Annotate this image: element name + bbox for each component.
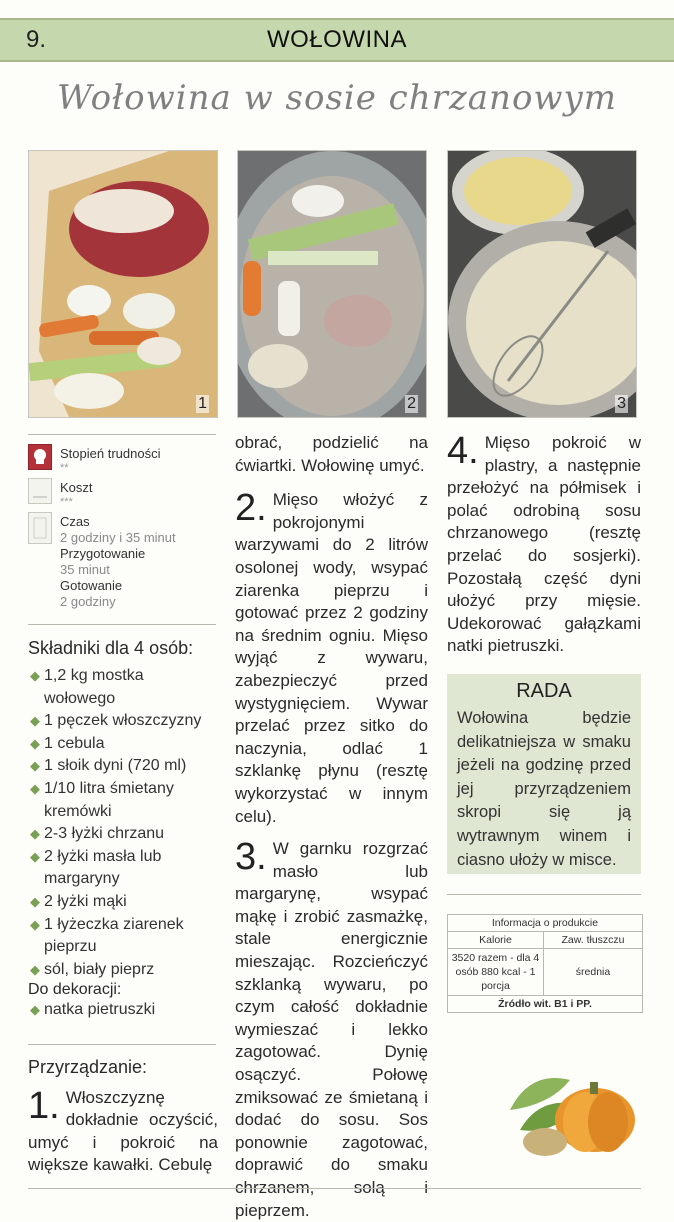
- tip-box: [447, 674, 641, 874]
- step-3: [235, 838, 428, 1222]
- photo-number: 1: [198, 395, 207, 412]
- ingredient-item: ◆ sól, biały pieprz: [30, 960, 155, 978]
- cost-label: Koszt: [60, 480, 93, 495]
- ingredients-list: [28, 665, 218, 981]
- photo-ingredients-image: [29, 151, 217, 417]
- step-4-number: 4.: [447, 430, 479, 472]
- decor-item: ◆ natka pietruszki: [30, 1001, 156, 1019]
- photo-ingredients: [28, 150, 218, 418]
- photo-pot-broth-image: [238, 151, 426, 417]
- steps-column-2: [235, 432, 428, 1222]
- step-3-text: W garnku rozgrzać masło lub margarynę, wsypać mąkę i zrobić zasmażkę, stale energicznie mieszając. Rozcieńczyć szklanką wywaru, po czym całość dokładnie wymieszać i lekko zagotować. Dynię osączyć. Połowę zmiksować ze śmietaną i dodać do sosu. Sos ponownie zagotować, doprawić do smaku chrzanem, solą i pieprzem.: [235, 839, 428, 1220]
- calories-header: Kalorie: [448, 932, 544, 948]
- section-title: WOŁOWINA: [267, 26, 407, 53]
- step-4-text: Mięso pokroić w plastry, a następnie przełożyć na półmisek i polać odrobiną sosu chrzanowego (resztę przelać do sosjerki). Pozostałą część dyni ułożyć przy mięsie. Udekorować gałązkami natki pietruszki.: [447, 433, 641, 656]
- ingredients-heading: Składniki dla 4 osób:: [28, 638, 194, 658]
- clock-icon: [28, 512, 52, 544]
- ingredient-item: ◆ 1/10 litra śmietany kremówki: [30, 779, 174, 820]
- step-4: [447, 432, 641, 658]
- ingredient-item: ◆ 1 pęczek włoszczyzny: [30, 712, 202, 730]
- divider: [28, 1044, 216, 1045]
- cook-value: 2 godziny: [60, 594, 116, 609]
- step-1: [28, 1084, 218, 1177]
- prep-section: [28, 1056, 218, 1177]
- cost-value: ***: [60, 496, 73, 508]
- photo-number: 2: [407, 395, 416, 412]
- info-value-row: [448, 949, 642, 996]
- ingredients-section: [28, 638, 218, 1022]
- vitamin-source: Źródło wit. B1 i PP.: [498, 998, 592, 1010]
- prep-value: 35 minut: [60, 562, 110, 577]
- photo-sauce-image: [448, 151, 636, 417]
- step-2-text: Mięso włożyć z pokrojonymi warzywami do 2 litrów osolonej wody, wsypać ziarenka pieprzu i gotować przez 2 godziny na średnim ogniu. Mięso wyjąć z wywaru, zabezpieczyć przed wystygnięciem. Wywar przelać przez sitko do naczynia, odlać 1 szklankę płynu (resztę wykorzystać w innym celu).: [235, 490, 428, 826]
- tip-text: Wołowina będzie delikatniejsza w smaku jeżeli na godzinę przed jej przyrządzeniem skropi się ją wytrawnym winem i ciasno ułoży w misce.: [457, 709, 631, 869]
- section-header: [0, 18, 674, 62]
- recipe-title: Wołowina w sosie chrzanowym: [57, 78, 617, 118]
- ingredient-item: ◆ 1,2 kg mostka wołowego: [30, 667, 144, 707]
- photo-number: 3: [617, 395, 626, 412]
- difficulty-label: Stopień trudności: [60, 446, 161, 461]
- ingredient-item: ◆ 1 łyżeczka ziarenek pieprzu: [30, 915, 184, 956]
- chef-hat-icon: [28, 444, 52, 470]
- coin-icon: [28, 478, 52, 504]
- divider: [28, 434, 216, 435]
- step-1-continued: obrać, podzielić na ćwiartki. Wołowinę umyć.: [235, 433, 428, 475]
- time-row: [28, 512, 218, 612]
- ingredient-item: ◆ 2-3 łyżki chrzanu: [30, 825, 165, 843]
- step-1-number: 1.: [28, 1084, 60, 1127]
- decor-list: [28, 999, 218, 1022]
- info-heading: Informacja o produkcie: [448, 915, 642, 932]
- photo-sauce: [447, 150, 637, 418]
- prep-label: Przygotowanie: [60, 546, 146, 561]
- page-number: 9.: [26, 26, 47, 53]
- calories-value: 3520 razem - dla 4 osób 880 kcal - 1 porcja: [448, 949, 544, 995]
- step-1-text: Włoszczyznę dokładnie oczyścić, umyć i pokroić na większe kawałki. Cebulę: [28, 1087, 218, 1175]
- time-total: 2 godziny i 35 minut: [60, 530, 176, 545]
- info-header-row: [448, 932, 642, 949]
- tip-heading: RADA: [516, 680, 572, 702]
- divider: [447, 894, 641, 895]
- step-3-number: 3.: [235, 836, 267, 879]
- ingredient-item: ◆ 1 cebula: [30, 734, 105, 752]
- decor-heading: Do dekoracji:: [28, 981, 122, 999]
- photo-pot-broth: [237, 150, 427, 418]
- ingredient-item: ◆ 1 słoik dyni (720 ml): [30, 757, 187, 775]
- divider: [28, 624, 216, 625]
- pumpkin-illustration: [500, 1050, 650, 1160]
- prep-heading: Przyrządzanie:: [28, 1057, 148, 1077]
- fat-header: Zaw. tłuszczu: [561, 934, 625, 946]
- bottom-rule: [28, 1188, 641, 1189]
- ingredient-item: ◆ 2 łyżki masła lub margaryny: [30, 847, 162, 888]
- step-2: [235, 489, 428, 828]
- product-info-table: [447, 914, 643, 1013]
- difficulty-value: **: [60, 462, 69, 474]
- time-label: Czas: [60, 514, 90, 529]
- fat-value: średnia: [575, 966, 611, 978]
- difficulty-row: [28, 444, 218, 474]
- steps-column-3: [447, 432, 641, 658]
- step-2-number: 2.: [235, 487, 267, 530]
- cost-row: [28, 478, 218, 508]
- cook-label: Gotowanie: [60, 578, 123, 593]
- ingredient-item: ◆ 2 łyżki mąki: [30, 892, 127, 910]
